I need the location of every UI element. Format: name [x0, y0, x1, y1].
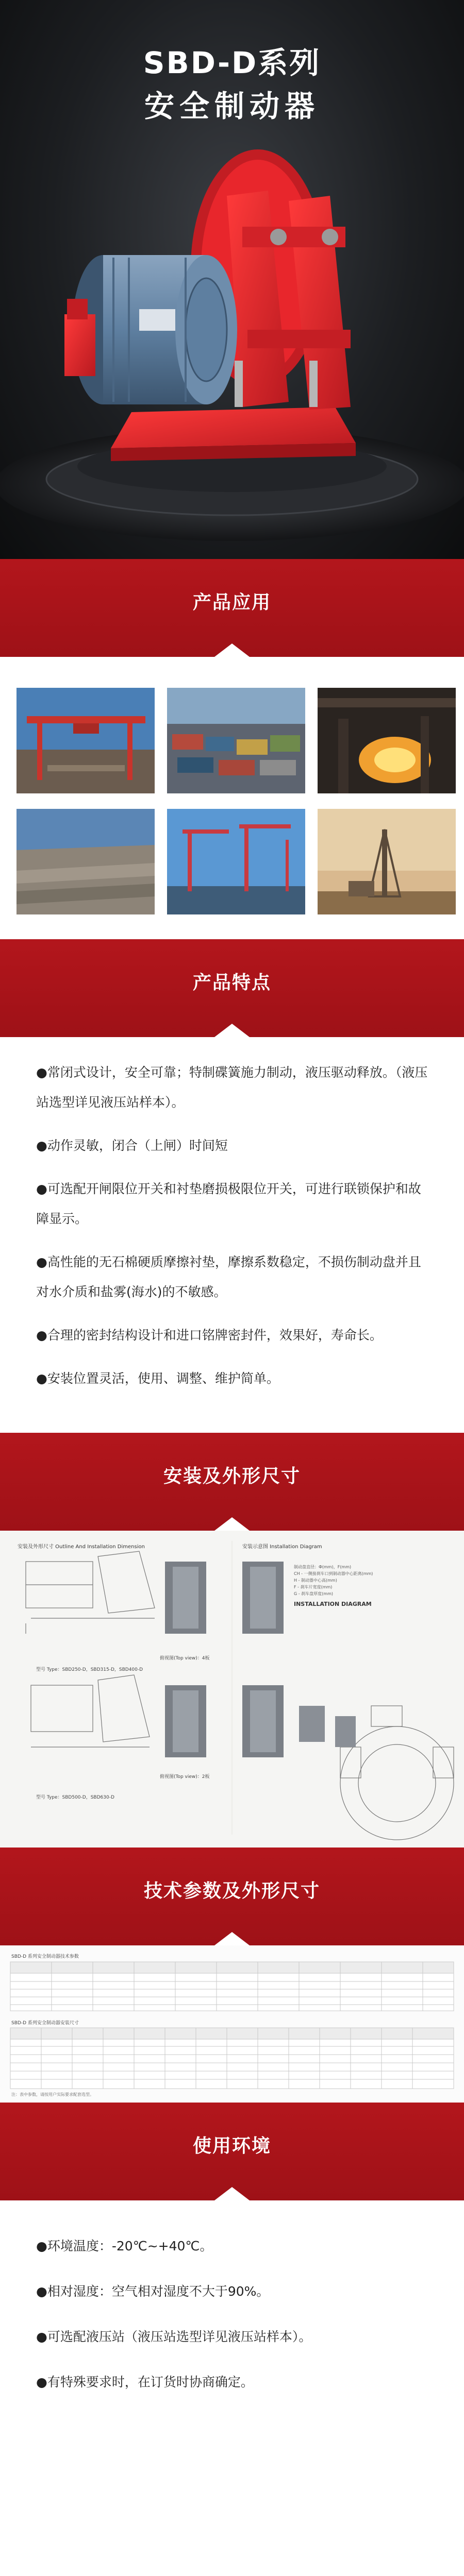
- feature-item: ●高性能的无石棉硬质摩擦衬垫，摩擦系数稳定，不损伤制动盘并且对水介质和盐雾(海水)的不敏感。: [36, 1255, 421, 1299]
- feature-item: ●动作灵敏，闭合（上闸）时间短: [36, 1138, 228, 1153]
- parameter-tables: [0, 1945, 464, 2103]
- feature-item: ●安装位置灵活，使用、调整、维护简单。: [36, 1371, 279, 1386]
- section-header-applications: [0, 559, 464, 657]
- section-notch: [214, 1024, 250, 1037]
- application-photo-container-yard: [167, 688, 305, 793]
- application-photo-port-cranes: [167, 809, 305, 914]
- application-photo-mine-headframe: [318, 809, 456, 914]
- model-label-2: 型号 Type：SBD500-D，SBD630-D: [36, 1795, 114, 1800]
- hero-title: [0, 41, 464, 128]
- section-title: 产品应用: [192, 592, 271, 613]
- application-photo-open-pit-mine: [16, 809, 155, 914]
- install-note: F - 刹车片宽度(mm): [294, 1585, 333, 1589]
- hero-banner: [0, 0, 464, 559]
- section-header-installation: [0, 1433, 464, 1531]
- table2-caption: SBD-D 系列安全制动器安装尺寸: [11, 2021, 79, 2026]
- section-title: 技术参数及外形尺寸: [143, 1880, 320, 1902]
- section-header-features: [0, 939, 464, 1037]
- environment-list: [0, 2200, 464, 2454]
- section-notch: [214, 643, 250, 657]
- application-photo-gantry-crane: [16, 688, 155, 793]
- section-title: 产品特点: [192, 972, 271, 993]
- environment-item: ●有特殊要求时，在订货时协商确定。: [36, 2375, 254, 2389]
- model-label-1: 型号 Type：SBD250-D，SBD315-D，SBD400-D: [36, 1667, 143, 1672]
- hero-title-line1: SBD-D系列: [143, 45, 321, 80]
- environment-item: ●环境温度：-20℃~+40℃。: [36, 2239, 213, 2253]
- install-title: INSTALLATION DIAGRAM: [294, 1601, 372, 1607]
- section-header-environment: [0, 2103, 464, 2200]
- section-notch: [214, 1517, 250, 1531]
- feature-item: ●常闭式设计，安全可靠；特制碟簧施力制动，液压驱动释放。（液压站选型详见液压站样本）。: [36, 1065, 428, 1110]
- environment-item: ●可选配液压站（液压站选型详见液压站样本）。: [36, 2329, 312, 2344]
- section-title: 使用环境: [192, 2136, 271, 2157]
- section-notch: [214, 1932, 250, 1945]
- feature-item: ●合理的密封结构设计和进口铭牌密封件，效果好，寿命长。: [36, 1328, 383, 1343]
- install-notes: [294, 1564, 373, 1597]
- install-note: G - 刹车盘厚度(mm): [294, 1591, 333, 1596]
- install-note: CH - 一侧接刹车口到制动器中心距离(mm): [294, 1571, 373, 1576]
- section-title: 安装及外形尺寸: [163, 1466, 301, 1487]
- table1-caption: SBD-D 系列安全制动器技术参数: [11, 1954, 79, 1959]
- table-footnote: 注：表中参数，请按用户实际要求配套选型。: [11, 2092, 94, 2097]
- installation-diagram: [0, 1531, 464, 1848]
- hero-title-line2: 安全制动器: [144, 89, 320, 124]
- install-left-caption: 安装及外形尺寸 Outline And Installation Dimension: [18, 1544, 145, 1550]
- feature-item: ●可选配开闸限位开关和衬垫磨损极限位开关，可进行联锁保护和故障显示。: [36, 1181, 421, 1226]
- environment-item: ●相对湿度：空气相对湿度不大于90%。: [36, 2284, 270, 2299]
- view-label-1: 俯视图(Top view)：4板: [160, 1656, 210, 1661]
- application-photo-steel-mill: [318, 688, 456, 793]
- application-gallery: [0, 657, 464, 939]
- section-notch: [214, 2187, 250, 2200]
- feature-list: [0, 1037, 464, 1433]
- install-note: 制动盘直径：Ф(mm)，F(mm): [294, 1565, 352, 1569]
- section-header-tech-params: [0, 1848, 464, 1945]
- view-label-2: 俯视图(Top view)：2板: [160, 1774, 210, 1780]
- install-note: H - 制动器中心高(mm): [294, 1578, 337, 1583]
- install-right-caption: 安装示意图 Installation Diagram: [242, 1544, 322, 1550]
